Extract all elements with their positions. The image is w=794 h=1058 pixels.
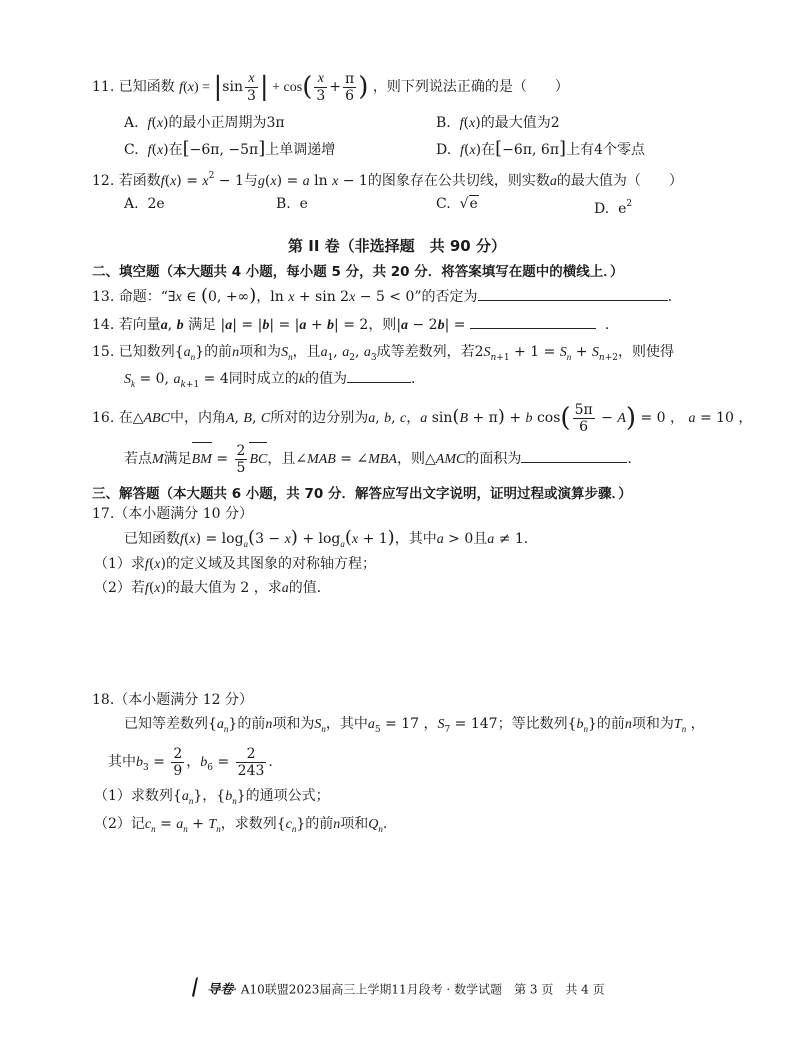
q17-stem: 已知函数$f(x) = \log_a(3 - x) + \log_a(x + 1)$，其中a > 0且a ≠ 1.	[124, 527, 529, 549]
q12-option-d: D. $e^2$	[594, 199, 633, 217]
q13: 13. 命题：“∃x ∈ (0, +∞)，ln x + sin 2x − 5 < 0”的否定为 .	[92, 285, 673, 306]
q11-option-a: A. f(x)的最小正周期为3π	[124, 115, 285, 131]
q12-stem: 12. 若函数$f(x) = x^2 - 1$与g(x) = a ln x − 1的图象存在公共切线，则实数a的最大值为（ ）	[92, 171, 683, 189]
q17-part2: （2）若f(x)的最大值为 2 ，求a的值．	[94, 580, 331, 596]
footer-text: A10联盟2023届高三上学期11月段考 · 数学试题 第 3 页 共 4 页	[240, 982, 605, 997]
q18-part1: （1）求数列$\{a_n\}$，$\{b_n\}$的通项公式；	[94, 788, 330, 806]
page-footer: 导卷· A10联盟2023届高三上学期11月段考 · 数学试题 第 3 页 共 4 页	[0, 976, 794, 1004]
q13-answer-blank[interactable]	[478, 286, 668, 301]
q15-answer-blank[interactable]	[347, 368, 411, 383]
q14: 14. 若向量a, b 满足 |a| = |b| = |a + b| = 2，则|a − 2b| = .	[92, 314, 609, 336]
q18-heading: 18.（本小题满分 12 分）	[92, 692, 253, 708]
q16-answer-blank[interactable]	[521, 448, 627, 463]
q15-line1: 15. 已知数列$\{a_n\}$的前n项和为$S_n$，且$a_1$, $a_2$, $a_3$成等差数列，若$2S_{n+1} + 1 = S_n + S_{n+2}$，则使得	[92, 344, 674, 363]
q17-part1: （1）求f(x)的定义域及其图象的对称轴方程；	[94, 556, 376, 572]
section-fill-blank-heading: 二、填空题（本大题共 4 小题，每小题 5 分，共 20 分．将答案填写在题中的横线上．）	[92, 264, 624, 280]
q15-line2: $S_k = 0$, $a_{k+1} = 4$同时成立的k的值为 .	[124, 368, 415, 395]
q18-line1: 已知等差数列$\{a_n\}$的前n项和为$S_n$，其中$a_5 = 17$ ，$S_7 = 147$；等比数列$\{b_n\}$的前n项和为$T_n$ ，	[124, 716, 705, 735]
q17-heading: 17.（本小题满分 10 分）	[92, 506, 253, 522]
q11-stem: 11. 已知函数 f(x) = |sin $\frac{x}{3}$ | + cos( $\frac{x}{3}$ + $\frac{\pi}{6}$ ) ，则下列说法正确的是（ ）	[92, 70, 569, 104]
q14-answer-blank[interactable]	[470, 314, 596, 329]
q11-option-d: D. f(x)在[−6π, 6π]上有4个零点	[436, 138, 645, 159]
q11-option-b: B. f(x)的最大值为2	[436, 115, 560, 131]
q16-line2: 若点M满足BM = $\frac{2}{5}$ BC，且∠MAB = ∠MBA，则△AMC的面积为 .	[124, 442, 632, 476]
q11-number: 11.	[92, 79, 115, 95]
logo-text: 导卷	[207, 982, 234, 998]
q18-part2: （2）记$c_n = a_n + T_n$，求数列$\{c_n\}$的前n项和$Q_n$.	[94, 816, 388, 834]
section-solution-heading: 三、解答题（本大题共 6 小题，共 70 分．解答应写出文字说明，证明过程或演算步骤．）	[92, 486, 632, 502]
q11-option-c: C. f(x)在[−6π, −5π]上单调递增	[124, 138, 336, 159]
part2-title: 第 II 卷（非选择题 共 90 分）	[288, 237, 506, 255]
q12-option-a: A. 2e	[124, 196, 165, 212]
q16-line1: 16. 在△ABC中，内角A, B, C所对的边分别为a, b, c，a sin(B + π) + b cos( $\frac{5\pi}{6}$ − A) = 0 ， a = 10 ，	[92, 401, 753, 435]
exam-logo	[189, 976, 203, 1004]
brush-stroke-icon	[189, 976, 203, 998]
q18-line2: 其中$b_3$ = $\frac{2}{9}$ ，$b_6$ = $\frac{2}{243}$ .	[108, 745, 273, 779]
q12-option-c: C. √e	[436, 196, 478, 212]
q12-option-b: B. e	[276, 196, 308, 212]
